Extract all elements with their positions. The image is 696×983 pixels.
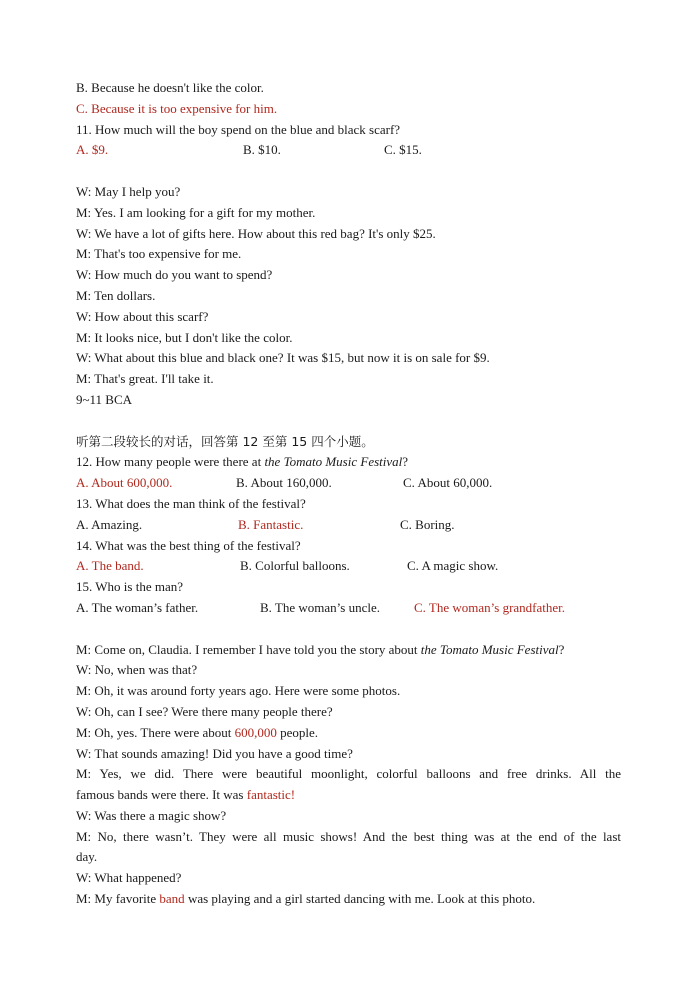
spacer [76, 161, 621, 182]
q14-option-a: A. The band. [76, 558, 144, 574]
spacer [76, 619, 621, 640]
q11-question: 11. How much will the boy spend on the blue and black scarf? [76, 121, 401, 137]
dialogue-line: day. [76, 849, 98, 865]
dialogue-line: M: Oh, it was around forty years ago. Here were some photos. [76, 683, 401, 699]
q13-option-a: A. Amazing. [76, 516, 143, 532]
dialogue-line [76, 889, 621, 910]
dialogue-line: W: What about this blue and black one? It was $15, but now it is on sale for $9. [76, 350, 490, 366]
answer-key-1: 9~11 BCA [76, 391, 133, 407]
dialogue-line: W: Was there a magic show? [76, 807, 227, 823]
q12-question [76, 452, 621, 473]
answer-highlight: fantastic! [246, 787, 296, 803]
q11-option-a: A. $9. [76, 142, 109, 158]
q15-option-a: A. The woman’s father. [76, 599, 199, 615]
q14-question: 14. What was the best thing of the festival? [76, 537, 301, 553]
q13-option-b: B. Fantastic. [238, 516, 304, 532]
dialogue-text: famous bands were there. It was [76, 787, 247, 803]
q12-option-a: A. About 600,000. [76, 475, 173, 491]
dialogue-line: W: We have a lot of gifts here. How about this red bag? It's only $25. [76, 225, 436, 241]
dialogue-line: W: How about this scarf? [76, 308, 209, 324]
answer-highlight: band [159, 891, 185, 907]
q14-option-c: C. A magic show. [407, 558, 499, 574]
q12-text: 12. How many people were there at [76, 454, 265, 470]
q15-question: 15. Who is the man? [76, 579, 183, 595]
q15-option-b: B. The woman’s uncle. [260, 599, 380, 615]
answer-highlight: 600,000 [234, 724, 277, 740]
dialogue-text: ? [558, 641, 565, 657]
dialogue-line [76, 785, 621, 806]
spacer [76, 411, 621, 432]
dialogue-line: M: That's great. I'll take it. [76, 371, 214, 387]
dialogue-line: W: How much do you want to spend? [76, 267, 273, 283]
q13-options [76, 515, 621, 536]
dialogue-line [76, 723, 621, 744]
dialogue-text: M: Come on, Claudia. I remember I have told you the story about [76, 641, 421, 657]
dialogue-line: M: Yes, we did. There were beautiful moonlight, colorful balloons and free drinks. All the [76, 766, 621, 782]
dialogue-line: W: No, when was that? [76, 662, 198, 678]
q14-options [76, 556, 621, 577]
q13-option-c: C. Boring. [400, 516, 455, 532]
q11-option-b: B. $10. [243, 142, 281, 158]
q12-options [76, 473, 621, 494]
q14-option-b: B. Colorful balloons. [240, 558, 350, 574]
q15-option-c: C. The woman’s grandfather. [414, 599, 566, 615]
dialogue-line: M: No, there wasn’t. They were all music shows! And the best thing was at the end of the last [76, 828, 621, 844]
q15-options [76, 598, 621, 619]
dialogue-text: people. [276, 724, 319, 740]
dialogue-line [76, 640, 621, 661]
q11-option-c: C. $15. [384, 142, 422, 158]
q10-option-b: B. Because he doesn't like the color. [76, 80, 264, 95]
q12-option-b: B. About 160,000. [236, 475, 332, 491]
festival-name: the Tomato Music Festival [420, 641, 559, 657]
dialogue-text: M: My favorite [76, 891, 160, 907]
document-page [76, 78, 621, 910]
dialogue-line: M: It looks nice, but I don't like the color. [76, 329, 293, 345]
dialogue-1 [76, 182, 621, 390]
q12-suffix: ? [402, 454, 409, 470]
q11-options [76, 140, 621, 161]
dialogue-line: W: That sounds amazing! Did you have a good time? [76, 745, 353, 761]
dialogue-line: M: Ten dollars. [76, 287, 156, 303]
dialogue-line: M: Yes. I am looking for a gift for my mother. [76, 204, 316, 220]
dialogue-text: M: Oh, yes. There were about [76, 724, 235, 740]
dialogue-line: M: That's too expensive for me. [76, 246, 242, 262]
q10-option-c: C. Because it is too expensive for him. [76, 100, 278, 116]
dialogue-line: W: What happened? [76, 870, 182, 886]
q13-question: 13. What does the man think of the festival? [76, 495, 306, 511]
q12-option-c: C. About 60,000. [403, 475, 493, 491]
dialogue-line: W: Oh, can I see? Were there many people there? [76, 703, 333, 719]
section-2-heading: 听第二段较长的对话，回答第 12 至第 15 四个小题。 [76, 433, 374, 449]
dialogue-line: W: May I help you? [76, 183, 181, 199]
dialogue-2 [76, 640, 621, 910]
dialogue-text: was playing and a girl started dancing with me. Look at this photo. [184, 891, 536, 907]
q12-festival-name: the Tomato Music Festival [264, 454, 403, 470]
